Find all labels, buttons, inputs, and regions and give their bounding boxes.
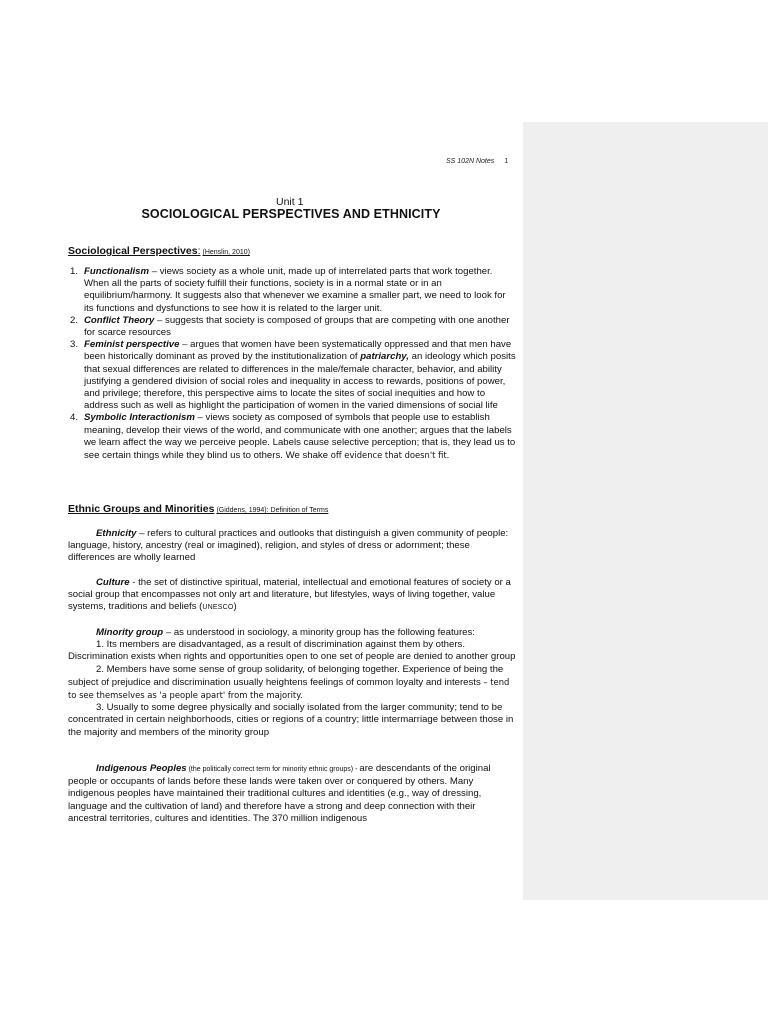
header-course-note: SS 102N Notes xyxy=(446,158,495,165)
running-header xyxy=(446,158,508,165)
section-heading-colon: : xyxy=(197,245,201,257)
term: Minority group xyxy=(96,627,164,638)
definition: – suggests that society is composed of groups that are competing with one another for scarce resources xyxy=(84,314,510,339)
definition: – as understood in sociology, a minority group has the following features: xyxy=(163,627,475,638)
term-patriarchy: patriarchy, xyxy=(360,351,409,363)
perspectives-list xyxy=(68,266,516,462)
close-paren: ) xyxy=(233,601,237,613)
section-heading-ethnic-groups xyxy=(68,503,328,515)
page-title: SOCIOLOGICAL PERSPECTIVES AND ETHNICITY xyxy=(141,207,441,221)
definition: – refers to cultural practices and outlooks that distinguish a given community of people: language, history, ancestry (real or imagined), religion, and styles of dress or adornment; these differences are wholly learned xyxy=(68,528,509,564)
list-number: 1. xyxy=(70,266,79,277)
section-heading-perspectives xyxy=(68,245,250,257)
section-heading-text: Sociological Perspectives xyxy=(68,245,198,257)
feature-3: 3. Usually to some degree physically and socially isolated from the larger community; tend to be concentrated in certain neighborhoods, cities or regions of a country; little intermarriage between those in the majority and members of the minority group xyxy=(68,702,514,738)
definition: are descendants of the original people or occupants of lands before these lands were taken over or conquered by others. Many indigenous peoples have maintained their traditional cultures and identities (e.g., way of dressing, language and the cultivation of land) and therefore have a strong and deep connection with their ancestral territories, cultures and identities. The 370 million indigenous xyxy=(68,763,491,824)
definition: – views society as a whole unit, made up of interrelated parts that work together. When all the parts of society fulfill their functions, society is in a normal state or in an equilibrium/harmony. It suggests also that whenever we examine a smaller part, we need to look for its functions and dysfunctions to see how it is related to the larger unit. xyxy=(84,266,506,314)
citation: (Henslin, 2010) xyxy=(202,249,250,256)
list-number: 2. xyxy=(70,314,79,326)
section-heading-text: Ethnic Groups and Minorities xyxy=(68,503,215,515)
definition-end: . xyxy=(446,450,450,462)
page-number: 1 xyxy=(504,158,509,165)
feature-2: 2. Members have some sense of group solidarity, of belonging together. Experience of being the subject of prejudice and discrimination usually heightens feelings of common loyalty and interests xyxy=(68,663,504,688)
term: Culture xyxy=(96,577,130,588)
feature-1: 1. Its members are disadvantaged, as a result of discrimination against them by others. Discrimination exists when rights and opportunities open to one set of people are denied to another group xyxy=(68,639,516,663)
term: Functionalism xyxy=(84,266,150,277)
comments-margin-pane xyxy=(523,122,768,900)
list-number: 4. xyxy=(70,412,79,424)
unit-label: Unit 1 xyxy=(276,196,304,208)
term: Indigenous Peoples xyxy=(96,763,187,774)
definition-culture xyxy=(68,577,516,615)
definition: - the set of distinctive spiritual, material, intellectual and emotional features of society or a social group that encompasses not only art and literature, but lifestyles, ways of living together, value systems, traditions and beliefs ( xyxy=(68,577,511,613)
definition-indigenous-peoples xyxy=(68,763,516,825)
definition: – views society as composed of symbols that people use to establish meaning, develop their views of the world, and communicate with one another; argues that the labels we learn affect the way we perceive people. Labels cause selective perception; that is, they lead us to see certain things while they blind us to others. We shake xyxy=(84,412,516,462)
definition-alt-font: off evidence that doesn't fit xyxy=(330,450,447,461)
source-unesco: UNESCO xyxy=(202,604,234,612)
term: Feminist perspective xyxy=(84,339,180,351)
term: Symbolic Interactionism xyxy=(84,412,195,424)
definition-ethnicity xyxy=(68,528,516,565)
feature-2-alt-font: – tend to see themselves as 'a people apart' from the majority. xyxy=(68,676,510,701)
citation: (Giddens, 1994): Definition of Terms xyxy=(216,507,329,514)
term: Conflict Theory xyxy=(84,314,155,326)
definition: – argues that women have been systematically oppressed and that men have been historically dominant as proved by the institutionalization of xyxy=(84,339,512,363)
list-item xyxy=(68,315,516,339)
definition-minority-group xyxy=(68,627,516,739)
list-item xyxy=(68,266,516,315)
note: (the politically correct term for minority ethnic groups) - xyxy=(186,766,360,773)
term: Ethnicity xyxy=(96,528,137,539)
list-item xyxy=(68,412,516,462)
list-number: 3. xyxy=(70,339,79,351)
definition-continued: an ideology which posits that sexual differences are related to differences in the male/female character, behavior, and ability justifying a gendered division of social roles and inequality in access to rewards, positions of power, and privilege; therefore, this perspective aims to locate the sites of social inequities and how to address such as well as highlight the participation of women in the varied dimensions of social life xyxy=(84,351,516,412)
list-item xyxy=(68,339,516,412)
